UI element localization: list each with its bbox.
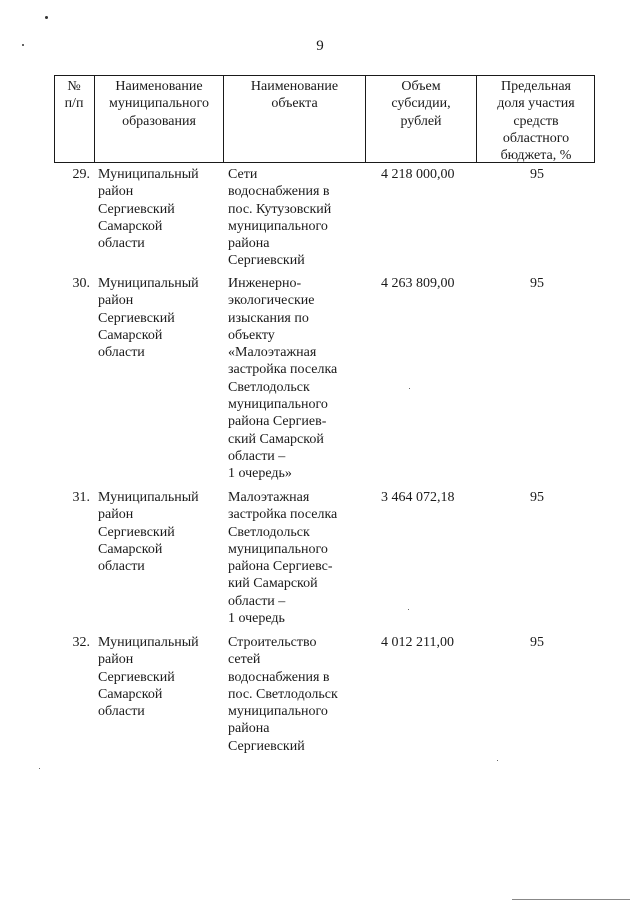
subsidy-amount: 3 464 072,18 [381, 490, 455, 505]
row-number: 30. [72, 276, 90, 291]
header-num: № п/п [64, 79, 84, 112]
header-subsidy: Объем субсидии, рублей [391, 79, 451, 129]
scan-speck [22, 44, 24, 46]
subsidy-amount: 4 263 809,00 [381, 276, 455, 291]
header-municipality: Наименование муниципального образования [109, 79, 209, 129]
share-value: 95 [530, 167, 544, 182]
object-cell: Строительство сетей водоснабжения в пос. Светлодольск муниципального района Сергиевский [228, 635, 338, 754]
object-cell: Малоэтажная застройка поселка Светлодольск муниципального района Сергиевс- кий Самарской области – 1 очередь [228, 490, 338, 627]
scan-speck [409, 388, 410, 389]
row-number: 32. [72, 635, 90, 650]
share-value: 95 [530, 635, 544, 650]
scan-edge-line [512, 899, 630, 900]
subsidy-amount: 4 218 000,00 [381, 167, 455, 182]
header-share: Предельная доля участия средств областного бюджета, % [497, 79, 575, 164]
row-number: 31. [72, 490, 90, 505]
page-number: 9 [316, 38, 324, 54]
scan-speck [45, 16, 48, 19]
header-object: Наименование объекта [250, 79, 339, 112]
scan-speck [497, 760, 498, 761]
municipality-cell: Муниципальный район Сергиевский Самарской области [98, 276, 199, 361]
share-value: 95 [530, 276, 544, 291]
municipality-cell: Муниципальный район Сергиевский Самарской области [98, 490, 199, 575]
row-number: 29. [72, 167, 90, 182]
subsidy-amount: 4 012 211,00 [381, 635, 454, 650]
municipality-cell: Муниципальный район Сергиевский Самарской области [98, 167, 199, 252]
municipality-cell: Муниципальный район Сергиевский Самарской области [98, 635, 199, 720]
share-value: 95 [530, 490, 544, 505]
scan-speck [408, 609, 409, 610]
scan-speck [39, 768, 40, 769]
object-cell: Сети водоснабжения в пос. Кутузовский муниципального района Сергиевский [228, 167, 332, 269]
object-cell: Инженерно- экологические изыскания по объекту «Малоэтажная застройка поселка Светлодольск муниципального района Сергиев- ский Самарской области – 1 очередь» [228, 276, 338, 482]
